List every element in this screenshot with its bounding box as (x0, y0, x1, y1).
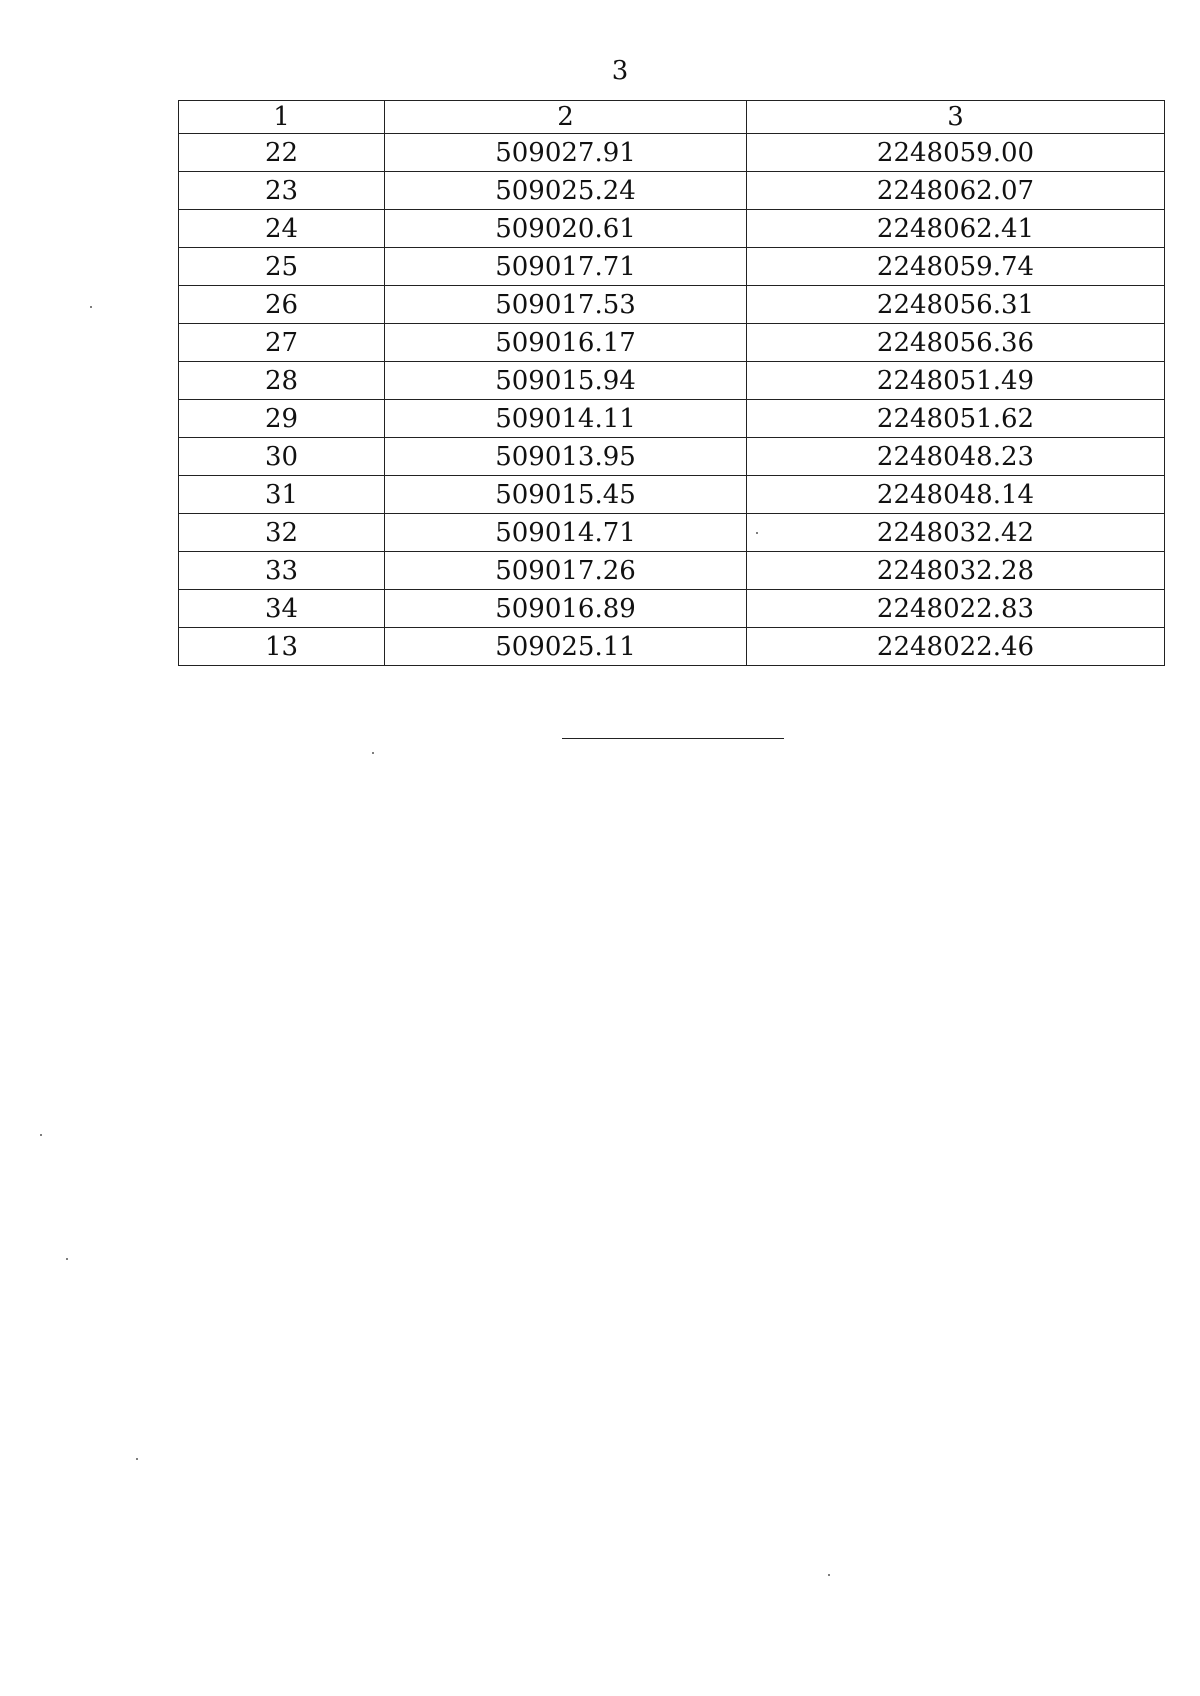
table-cell-col-3: 2248056.31 (747, 286, 1165, 324)
table-cell-col-3: 2248059.74 (747, 248, 1165, 286)
table-cell-col-2: 509017.53 (385, 286, 747, 324)
table-cell-col-1: 27 (179, 324, 385, 362)
table-cell-col-3: 2248051.49 (747, 362, 1165, 400)
scan-speck (66, 1258, 68, 1260)
scan-speck (828, 1574, 830, 1576)
table-cell-col-2: 509025.24 (385, 172, 747, 210)
table-cell-col-2: 509025.11 (385, 628, 747, 666)
table-cell-col-3: 2248048.14 (747, 476, 1165, 514)
scan-speck (372, 752, 374, 754)
table-cell-col-2: 509016.89 (385, 590, 747, 628)
table-cell-col-3: 2248051.62 (747, 400, 1165, 438)
table-row (179, 172, 1165, 210)
table-cell-col-2: 509016.17 (385, 324, 747, 362)
table-cell-col-1: 26 (179, 286, 385, 324)
table-cell-col-1: 25 (179, 248, 385, 286)
table-cell-col-1: 22 (179, 134, 385, 172)
table-body (179, 134, 1165, 666)
scan-speck (136, 1458, 138, 1460)
table-cell-col-1: 34 (179, 590, 385, 628)
table-cell-col-2: 509027.91 (385, 134, 747, 172)
table-row (179, 476, 1165, 514)
table-row (179, 362, 1165, 400)
table-row (179, 134, 1165, 172)
column-header-2: 2 (385, 101, 747, 134)
table-row (179, 590, 1165, 628)
page-number: 3 (611, 56, 629, 86)
table-cell-col-1: 29 (179, 400, 385, 438)
end-of-document-rule (562, 738, 784, 739)
table-cell-col-3: 2248062.41 (747, 210, 1165, 248)
table-cell-col-3: 2248032.42 (747, 514, 1165, 552)
table-cell-col-2: 509015.45 (385, 476, 747, 514)
table-row (179, 552, 1165, 590)
table-cell-col-1: 31 (179, 476, 385, 514)
table-cell-col-2: 509014.11 (385, 400, 747, 438)
table-row (179, 628, 1165, 666)
table-cell-col-2: 509017.71 (385, 248, 747, 286)
table-cell-col-3: 2248059.00 (747, 134, 1165, 172)
column-header-3: 3 (747, 101, 1165, 134)
coordinates-table (178, 100, 1165, 666)
column-header-1: 1 (179, 101, 385, 134)
table-cell-col-2: 509014.71 (385, 514, 747, 552)
table-cell-col-3: 2248032.28 (747, 552, 1165, 590)
table-cell-col-2: 509017.26 (385, 552, 747, 590)
table-cell-col-2: 509015.94 (385, 362, 747, 400)
table-cell-col-1: 28 (179, 362, 385, 400)
table-cell-col-2: 509013.95 (385, 438, 747, 476)
table-cell-col-3: 2248056.36 (747, 324, 1165, 362)
table-row (179, 210, 1165, 248)
table-cell-col-1: 32 (179, 514, 385, 552)
table-row (179, 286, 1165, 324)
table-cell-col-1: 30 (179, 438, 385, 476)
table-cell-col-1: 23 (179, 172, 385, 210)
table-cell-col-3: 2248048.23 (747, 438, 1165, 476)
table-header-row (179, 101, 1165, 134)
table-cell-col-1: 13 (179, 628, 385, 666)
table-cell-col-1: 24 (179, 210, 385, 248)
scan-speck (40, 1134, 42, 1136)
table-cell-col-3: 2248022.83 (747, 590, 1165, 628)
table-row (179, 438, 1165, 476)
table-cell-col-3: 2248022.46 (747, 628, 1165, 666)
table-cell-col-3: 2248062.07 (747, 172, 1165, 210)
table-row (179, 248, 1165, 286)
table-row (179, 324, 1165, 362)
scan-speck (756, 532, 758, 534)
table-cell-col-2: 509020.61 (385, 210, 747, 248)
scan-speck (90, 306, 92, 308)
table-row (179, 400, 1165, 438)
table-cell-col-1: 33 (179, 552, 385, 590)
table-row (179, 514, 1165, 552)
